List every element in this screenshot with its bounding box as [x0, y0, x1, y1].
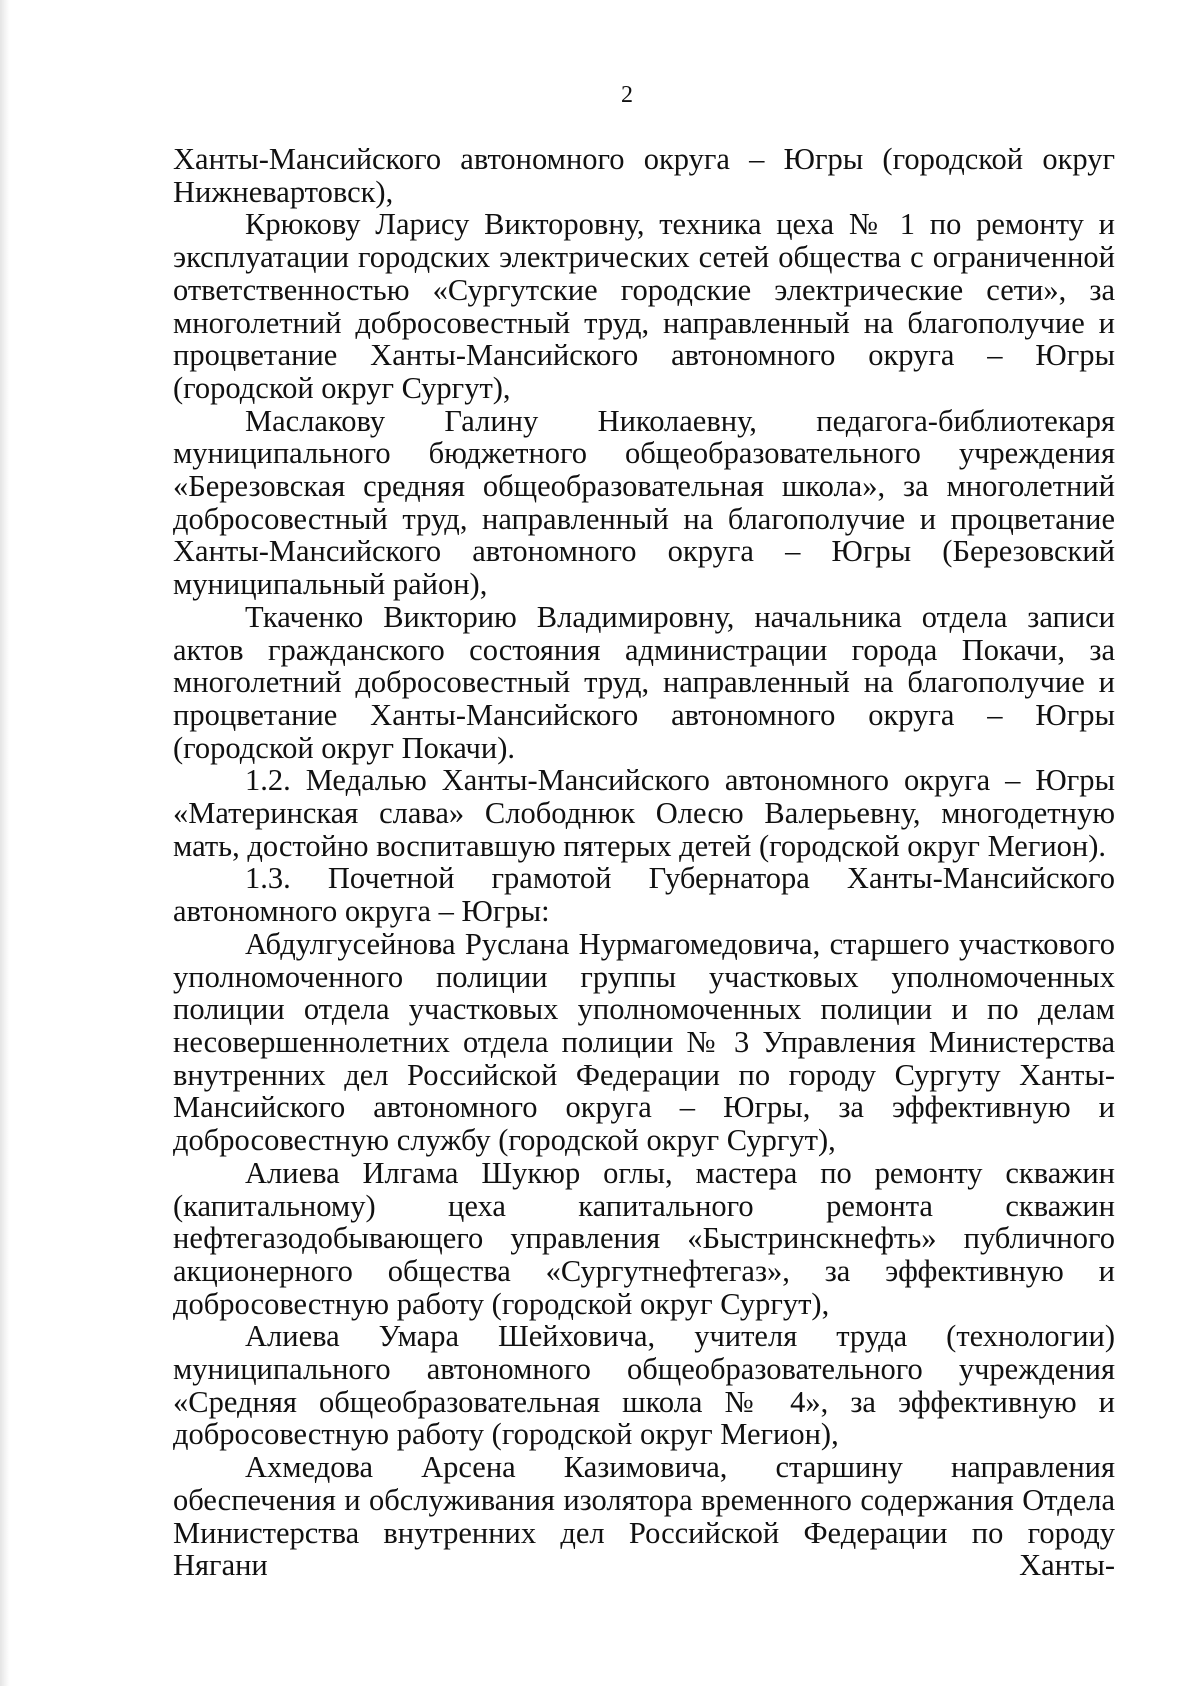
paragraph-aliev-umar: Алиева Умара Шейховича, учителя труда (технологии) муниципального автономного общеобразовательного учреждения «Средняя общеобразовательная школа № 4», за эффективную и добросовестную работу (городской округ Мегион), [173, 1319, 1115, 1452]
paragraph-tkachenko: Ткаченко Викторию Владимировну, начальника отдела записи актов гражданского состояния администрации города Покачи, за многолетний добросовестный труд, направленный на благополучие и процветание Ханты-Мансийского автономного округа – Югры (городской округ Покачи). [173, 599, 1115, 765]
paragraph-medal-maternal-glory: 1.2. Медалью Ханты-Мансийского автономного округа – Югры «Материнская слава» Слободнюк Олесю Валерьевну, многодетную мать, достойно воспитавшую пятерых детей (городской округ Мегион). [173, 763, 1115, 863]
document-body [173, 143, 1115, 1582]
scan-edge [0, 0, 10, 1686]
paragraph-maslakova: Маслакову Галину Николаевну, педагога-библиотекаря муниципального бюджетного общеобразовательного учреждения «Березовская средняя общеобразовательная школа», за многолетний добросовестный труд, направленный на благополучие и процветание Ханты-Мансийского автономного округа – Югры (Березовский муниципальный район), [173, 403, 1115, 602]
paragraph-nizhnevartovsk-continuation: Ханты-Мансийского автономного округа – Югры (городской округ Нижневартовск), [173, 142, 1115, 209]
page-number: 2 [621, 82, 633, 108]
paragraph-aliev-ilgam: Алиева Илгама Шукюр оглы, мастера по ремонту скважин (капитальному) цеха капитального ремонта скважин нефтегазодобывающего управления «Быстринскнефть» публичного акционерного общества «Сургутнефтегаз», за эффективную и добросовестную работу (городской округ Сургут), [173, 1155, 1115, 1321]
paragraph-akhmedov: Ахмедова Арсена Казимовича, старшину направления обеспечения и обслуживания изолятора временного содержания Отдела Министерства внутренних дел Российской Федерации по городу Нягани Ханты- [173, 1450, 1115, 1583]
paragraph-abdulguseynov: Абдулгусейнова Руслана Нурмагомедовича, старшего участкового уполномоченного полиции группы участковых уполномоченных полиции отдела участковых уполномоченных полиции и по делам несовершеннолетних отдела полиции № 3 Управления Министерства внутренних дел Российской Федерации по городу Сургуту Ханты-Мансийского автономного округа – Югры, за эффективную и добросовестную службу (городской округ Сургут), [173, 926, 1115, 1158]
paragraph-certificate-of-honor: 1.3. Почетной грамотой Губернатора Ханты-Мансийского автономного округа – Югры: [173, 861, 1115, 929]
paragraph-kryukova: Крюкову Ларису Викторовну, техника цеха № 1 по ремонту и эксплуатации городских электрических сетей общества с ограниченной ответственностью «Сургутские городские электрические сети», за многолетний добросовестный труд, направленный на благополучие и процветание Ханты-Мансийского автономного округа – Югры (городской округ Сургут), [173, 207, 1115, 405]
